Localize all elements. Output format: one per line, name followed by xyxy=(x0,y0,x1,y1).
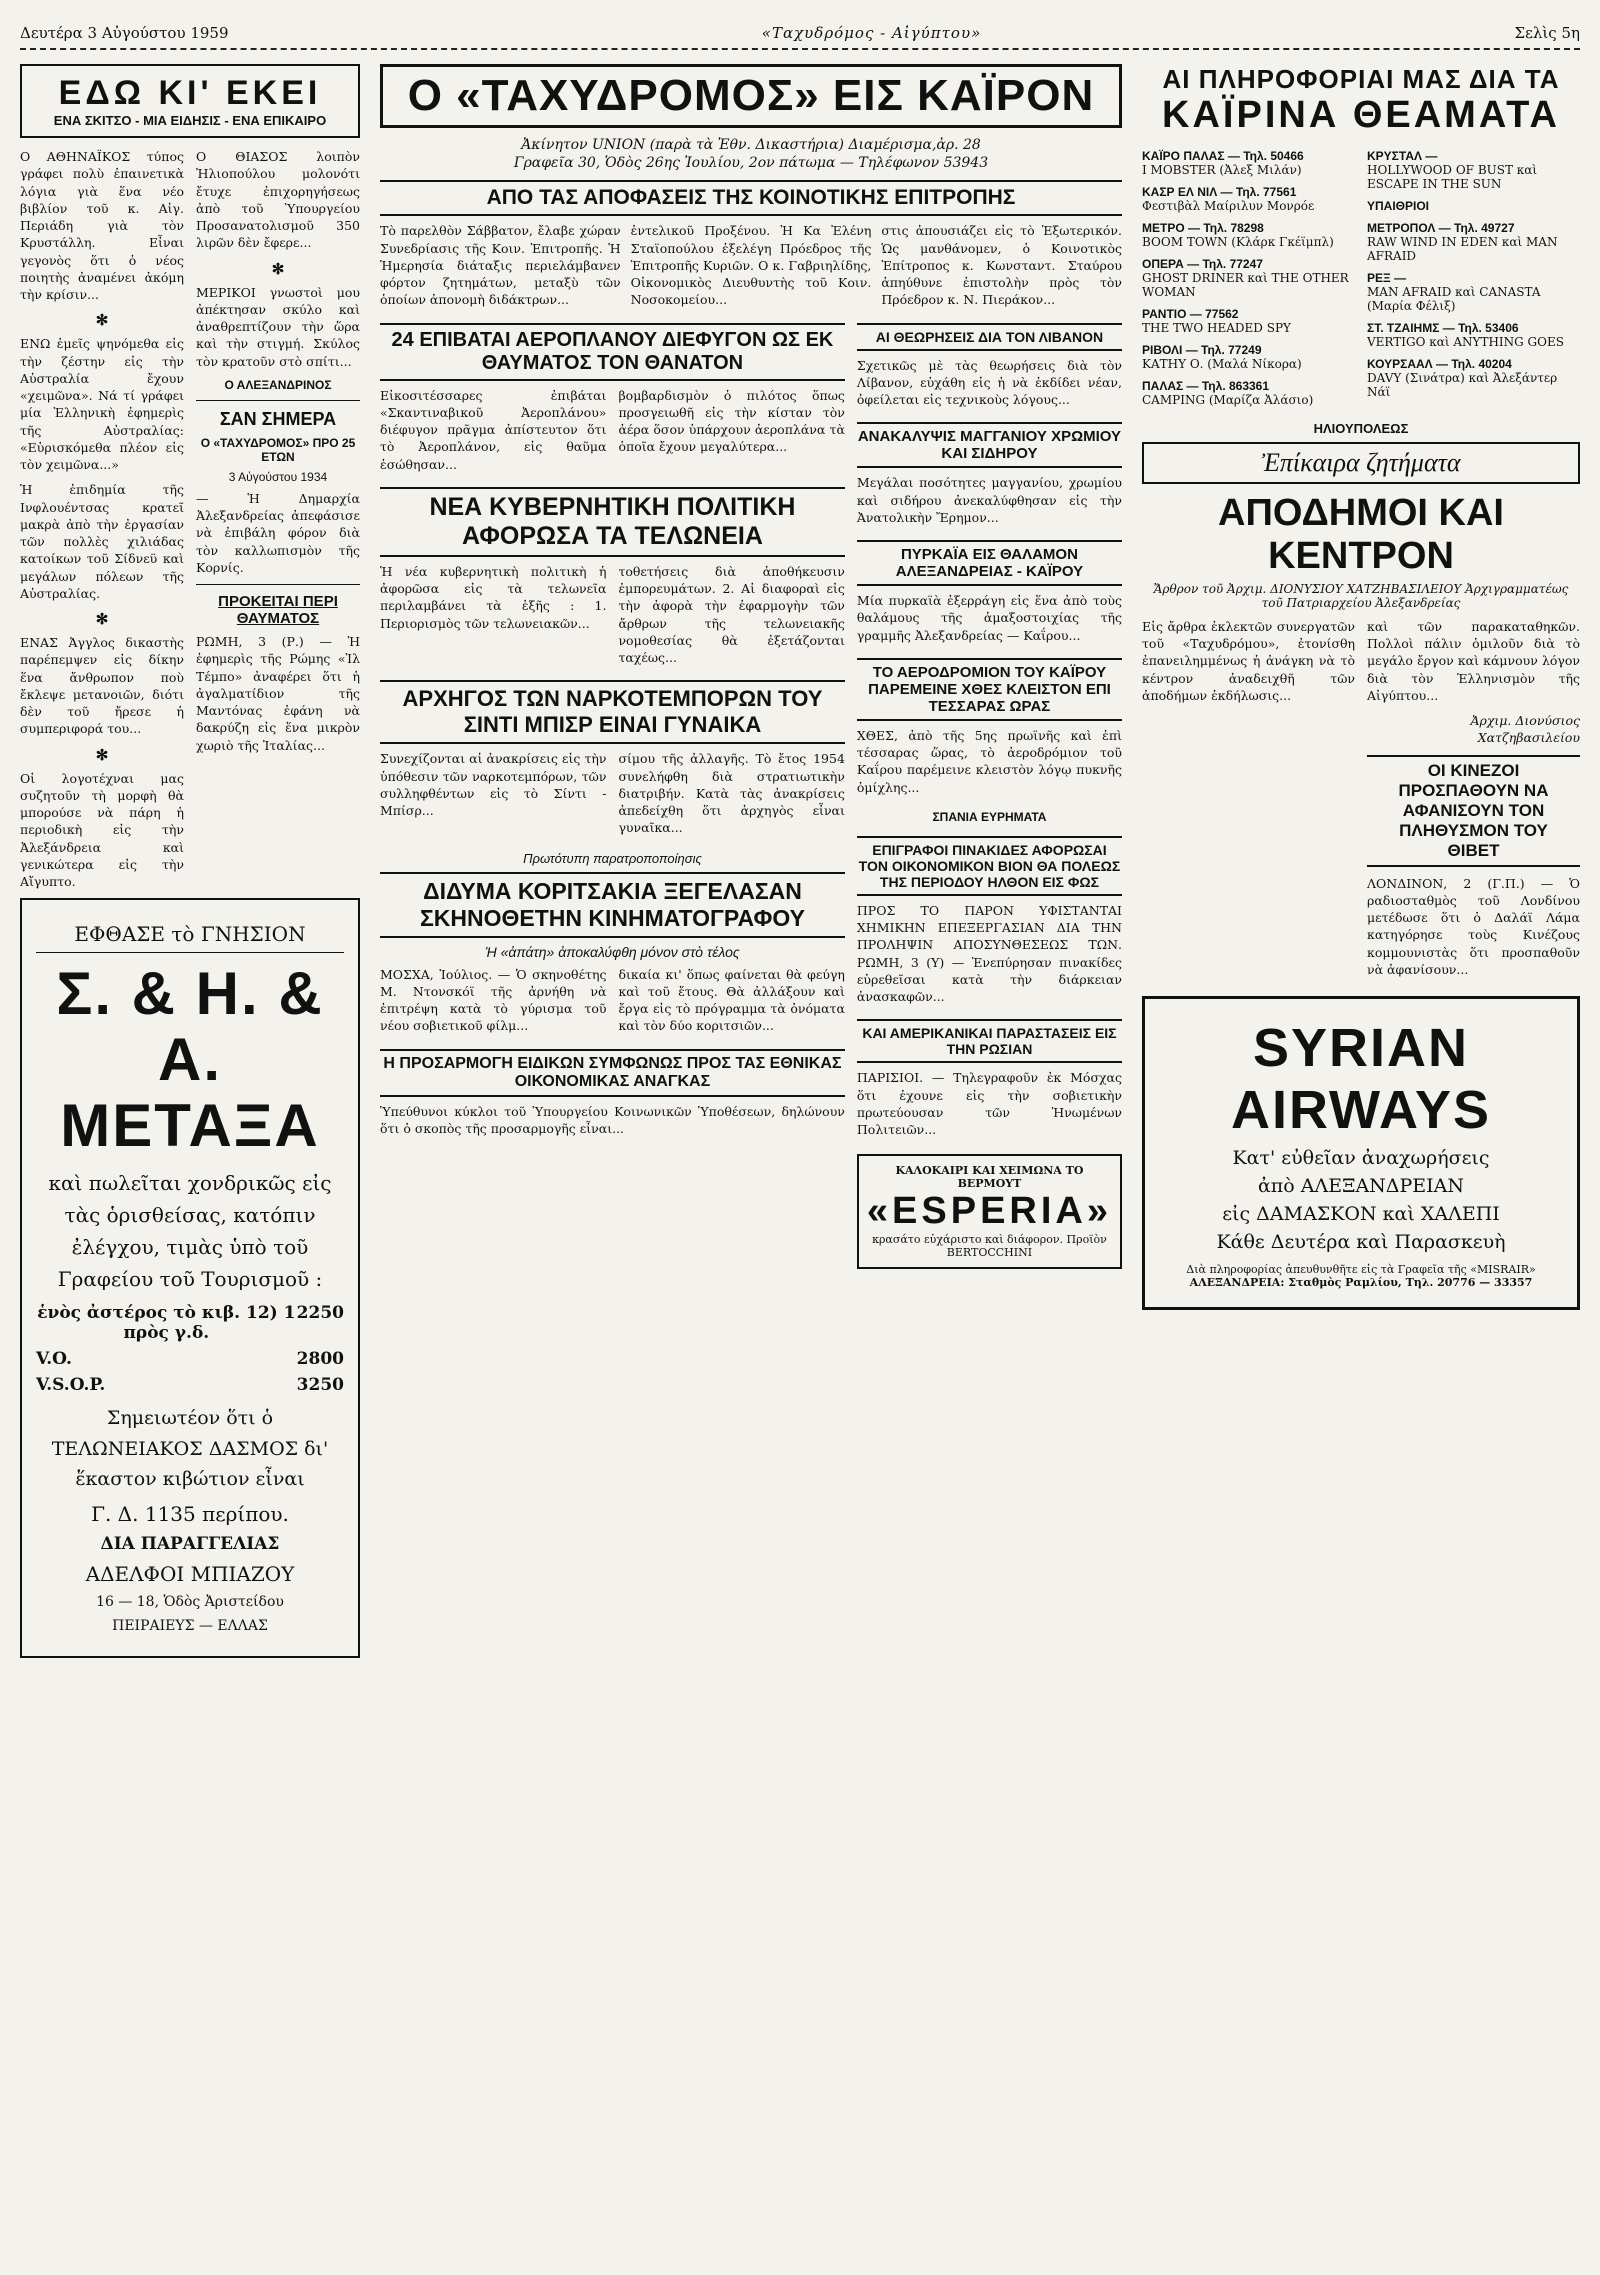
san-simera-text: — Ἡ Δημαρχία Ἀλεξανδρείας ἀπεφάσισε νὰ ἐπιβάλη φόρον διὰ τὸν καλλωπισμὸν τῆς Κορνίς. xyxy=(196,490,360,575)
cinema-entry xyxy=(1367,357,1580,399)
cinema-film: HOLLYWOOD OF BUST καὶ ESCAPE IN THE SUN xyxy=(1367,162,1538,191)
narko-title: ΑΡΧΗΓΟΣ ΤΩΝ ΝΑΡΚΟΤΕΜΠΟΡΩΝ ΤΟΥ ΣΙΝΤΙ ΜΠΙΣΡ ΕΙΝΑΙ ΓΥΝΑΙΚΑ xyxy=(380,680,845,744)
cinema-entry xyxy=(1142,343,1355,371)
kairo-info xyxy=(380,136,1122,172)
esperia-brand: «ESPERIA» xyxy=(866,1190,1112,1233)
apodimoi-title: ΑΠΟΔΗΜΟΙ ΚΑΙ ΚΕΝΤΡΟΝ xyxy=(1218,491,1504,577)
apodimoi-signature: Ἀρχιμ. Διονύσιος Χατζηβασιλείου xyxy=(1470,713,1580,746)
syrian-line-3: εἰς ΔΑΜΑΣΚΟΝ καὶ ΧΑΛΕΠΙ xyxy=(1222,1203,1500,1226)
aerodromio-text: ΧΘΕΣ, ἀπὸ τῆς 5ης πρωϊνῆς καὶ ἐπὶ τέσσαρας ὥρας, τὸ ἀεροδρόμιον τοῦ Καΐρου παρέμεινε κλειστὸν λόγῳ πυκνῆς ὁμίχλης... xyxy=(856,727,1122,795)
cinema-entry xyxy=(1142,307,1355,335)
metaxa-duty: Σημειωτέον ὅτι ὁ ΤΕΛΩΝΕΙΑΚΟΣ ΔΑΣΜΟΣ δι' ἕκαστον κιβώτιον εἶναι xyxy=(51,1407,329,1491)
cinema-entry xyxy=(1142,257,1355,299)
syndolon-text: Ὑπεύθυνοι κύκλοι τοῦ Ὑπουργείου Κοινωνικῶν Ὑποθέσεων, δηλώνουν ὅτι ὁ σκοπὸς τῆς προσαρμογῆς εἶναι... xyxy=(380,1103,845,1136)
apodimoi-col-1: Εἰς ἄρθρα ἐκλεκτῶν συνεργατῶν τοῦ «Ταχυδρόμου», ἐτονίσθη ἐπανειλημμένως ἡ ἀνάγκη νὰ τὸ κέντρον ἀναδειχθῆ τῶν ἀποδήμων ἐκδήλωσις... xyxy=(1142,618,1355,703)
kinezoi-title: ΟΙ ΚΙΝΕΖΟΙ ΠΡΟΣΠΑΘΟΥΝ ΝΑ ΑΦΑΝΙΣΟΥΝ ΤΟΝ ΠΛΗΘΥΣΜΟΝ ΤΟΥ ΘΙΒΕΤ xyxy=(1367,755,1580,867)
edo-ki-ekei-header xyxy=(20,64,360,138)
cinema-film: BOOM TOWN (Κλάρκ Γκέϊμπλ) xyxy=(1142,234,1334,249)
cinema-film: THE TWO HEADED SPY xyxy=(1142,320,1291,335)
cinema-film: DAVY (Σινάτρα) καὶ Ἀλεξάντερ Νάϊ xyxy=(1367,370,1558,399)
masthead-page: Σελὶς 5η xyxy=(1514,24,1580,42)
metaxa-address: 16 — 18, Ὁδὸς Ἀριστείδου xyxy=(96,1594,284,1611)
epikaira-header: Ἐπίκαιρα ζητήματα xyxy=(1142,442,1580,484)
kairo-offices: Γραφεῖα 30, Ὁδὸς 26ης Ἰουλίου, 2ον πάτωμα — Τηλέφωνον 53943 xyxy=(513,155,989,172)
cinema-entry xyxy=(1142,221,1355,249)
ornament-2: ✻ xyxy=(95,611,109,628)
syrian-contact: ΑΛΕΞΑΝΔΡΕΙΑ: Σταθμὸς Ραμλίου, Τηλ. 20776 — 33357 xyxy=(1189,1276,1533,1290)
cinema-entry xyxy=(1367,221,1580,263)
koinotiki-title: ΑΠΟ ΤΑΣ ΑΠΟΦΑΣΕΙΣ ΤΗΣ ΚΟΙΝΟΤΙΚΗΣ ΕΠΙΤΡΟΠΗΣ xyxy=(380,180,1122,216)
cinema-name: ΟΠΕΡΑ — Τηλ. 77247 xyxy=(1142,256,1263,271)
epivatai-col-2: βομβαρδισμὸν ὁ πιλότος ὅπως προσγειωθῆ εἰς τὴν κίσταν τὸν ἀέρα ὅσον ὑπάρχουν ἀεροπλάνα τὰ ὁποῖα ἔχουν μεγαλύτερα... xyxy=(618,387,845,455)
ornament-1: ✻ xyxy=(95,312,109,330)
right-column xyxy=(1142,64,1580,2214)
cinema-name: ΚΑΣΡ ΕΛ ΝΙΛ — Τηλ. 77561 xyxy=(1142,184,1297,199)
aerodromio-title: ΤΟ ΑΕΡΟΔΡΟΜΙΟΝ ΤΟΥ ΚΑΪΡΟΥ ΠΑΡΕΜΕΙΝΕ ΧΘΕΣ ΚΛΕΙΣΤΟΝ ΕΠΙ ΤΕΣΣΑΡΑΣ ΩΡΑΣ xyxy=(857,658,1122,721)
center-column xyxy=(380,64,1122,2214)
cinema-entry xyxy=(1367,149,1580,191)
masthead xyxy=(20,20,1580,50)
cinema-name: ΜΕΤΡΟ — Τηλ. 78298 xyxy=(1142,220,1264,235)
didyma-col-1: ΜΟΣΧΑ, Ἰούλιος. — Ὁ σκηνοθέτης Μ. Ντονσκόϊ τῆς ἀρνήθη νὰ ἐπιτρέψη κατὰ τὸ γύρισμα τοῦ νέου σοβιετικοῦ φίλμ... xyxy=(380,966,607,1034)
syrian-airways-advertisement xyxy=(1142,996,1580,1310)
politiki-title: ΝΕΑ ΚΥΒΕΡΝΗΤΙΚΗ ΠΟΛΙΤΙΚΗ ΑΦΟΡΩΣΑ ΤΑ ΤΕΛΩΝΕΙΑ xyxy=(380,487,845,557)
metaxa-duty-amount: Γ. Δ. 1135 περίπου. xyxy=(91,1502,289,1527)
epivatai-title: 24 ΕΠΙΒΑΤΑΙ ΑΕΡΟΠΛΑΝΟΥ ΔΙΕΦΥΓΟΝ ΩΣ ΕΚ ΘΑΥΜΑΤΟΣ ΤΟΝ ΘΑΝΑΤΟΝ xyxy=(380,323,845,381)
cinema-name: ΡΙΒΟΛΙ — Τηλ. 77249 xyxy=(1142,342,1262,357)
rosia-title: ΚΑΙ ΑΜΕΡΙΚΑΝΙΚΑΙ ΠΑΡΑΣΤΑΣΕΙΣ ΕΙΣ ΤΗΝ ΡΩΣΙΑΝ xyxy=(857,1019,1122,1063)
pyrkagia-text: Μία πυρκαϊὰ ἐξερράγη εἰς ἕνα ἀπὸ τοὺς θαλάμους τῆς ἁμαξοστοιχίας τῆς γραμμῆς Ἀλεξανδρείας — Καΐρου... xyxy=(856,593,1122,643)
cinema-entry xyxy=(1142,379,1355,407)
cinema-name: ΜΕΤΡΟΠΟΛ — Τηλ. 49727 xyxy=(1367,220,1515,235)
left-paragraph-6: Ο ΘΙΑΣΟΣ λοιπὸν Ἠλιοπούλου μολονότι ἔτυχε ἐπιχορηγήσεως ἀπὸ τοῦ Ὑπουργείου Προσανατολισμοῦ 350 λιρῶν δὲν ἔφερε... xyxy=(196,149,360,251)
didyma-subtitle: Ἡ «ἀπάτη» ἀποκαλύφθη μόνον στὸ τέλος xyxy=(485,943,740,960)
cinema-list-left xyxy=(1142,145,1355,415)
metaxa-company: ΑΔΕΛΦΟΙ ΜΠΙΑΖΟΥ xyxy=(85,1562,295,1587)
cinema-name: ΣΤ. ΤΖΑΙΗΜΣ — Τηλ. 53406 xyxy=(1367,320,1519,335)
livanon-text: Σχετικῶς μὲ τὰς θεωρήσεις διὰ τὸν Λίβανον, εὐχάθη εἰς ἡ νὰ ἐκδίδει νέαν, ὀφείλεται εἰς τεχνικοὺς λόγους... xyxy=(856,357,1122,408)
cinema-name: ΚΑΪΡΟ ΠΑΛΑΣ — Τηλ. 50466 xyxy=(1142,148,1304,163)
esperia-advertisement xyxy=(857,1154,1122,1269)
didyma-col-2: δικαία κι' ὅπως φαίνεται θὰ φεύγη καὶ τοῦ ἔτους. Θὰ ἀλλάξουν καὶ ἔργα εἰς τὸ πρόγραμμα τὰ ὀνόματα καὶ τὸν δύο κοριτσιῶν... xyxy=(618,966,845,1034)
apodimoi-author: Ἄρθρον τοῦ Ἀρχιμ. ΔΙΟΝΥΣΙΟΥ ΧΑΤΖΗΒΑΣΙΛΕΙΟΥ Ἀρχιγραμματέως τοῦ Πατριαρχείου Ἀλεξανδρείας xyxy=(1153,581,1569,610)
cinema-name: ΠΑΛΑΣ — Τηλ. 863361 xyxy=(1142,378,1270,393)
cinema-name: ΚΡΥΣΤΑΛ — xyxy=(1367,148,1438,163)
left-paragraph-7: ΜΕΡΙΚΟΙ γνωστοὶ μου ἀπέκτησαν σκύλο καὶ ἀναθρεπτίζουν τὴν ὥρα καὶ τὴν στιγμή. Σκύλος τὸν κρατοῦν στὸ σπίτι... xyxy=(196,284,360,369)
price-row: ἑνὸς ἀστέρος τὸ κιβ. 12) 1 πρὸς γ.δ. 2250 xyxy=(37,1303,344,1344)
cinema-film: RAW WIND IN EDEN καὶ MAN AFRAID xyxy=(1367,234,1558,263)
iliopoleos-label: ΗΛΙΟΥΠΟΛΕΩΣ xyxy=(1313,420,1409,436)
cinema-entry xyxy=(1367,321,1580,349)
left-paragraph-5: Οἱ λογοτέχναι μας συζητοῦν τὴ μορφὴ θὰ μπορούσε νὰ πάρη ἡ περιοδικὴ εἰς τὴν Ἀλεξάνδρεια καὶ γενικώτερα εἰς τὴν Αἴγυπτο. xyxy=(20,770,184,889)
anakalypsis-title: ΑΝΑΚΑΛΥΨΙΣ ΜΑΓΓΑΝΙΟΥ ΧΡΩΜΙΟΥ ΚΑΙ ΣΙΔΗΡΟΥ xyxy=(857,422,1122,468)
edo-ki-ekei-subtitle: ΕΝΑ ΣΚΙΤΣΟ - ΜΙΑ ΕΙΔΗΣΙΣ - ΕΝΑ ΕΠΙΚΑΙΡΟ xyxy=(53,113,327,128)
cinema-film: Φεστιβὰλ Μαίριλυν Μονρόε xyxy=(1142,198,1315,213)
masthead-paper: «Ταχυδρόμος - Αἰγύπτου» xyxy=(761,24,982,42)
cinema-name: ΥΠΑΙΘΡΙΟΙ xyxy=(1367,198,1430,213)
left-paragraph-1: Ο ΑΘΗΝΑΪΚΟΣ τύπος γράφει πολὺ ἐπαινετικὰ λόγια γιὰ ἕνα νέο βιβλίον τοῦ κ. Αἰγ. Περιάδη γιὰ τὸν Κρυστάλλη. Εἶναι γεγονὸς ὅτι ὁ νέος ποιητὴς ἀναμένει ἀκόμη τὴν κρίσιν... xyxy=(20,149,184,302)
anakalypsis-text: Μεγάλαι ποσότητες μαγγανίου, χρωμίου καὶ σιδήρου ἀνεκαλύφθησαν εἰς τὴν Ἀνατολικὴν Ἔρημον... xyxy=(856,475,1122,525)
theamata-header-line-1: ΑΙ ΠΛΗΡΟΦΟΡΙΑΙ ΜΑΣ ΔΙΑ ΤΑ xyxy=(1162,64,1560,94)
edo-ki-ekei-title: ΕΔΩ ΚΙ' ΕΚΕΙ xyxy=(58,74,322,112)
syrian-info: Διὰ πληροφορίας ἀπευθυνθῆτε εἰς τὰ Γραφεῖα τῆς «MISRAIR» xyxy=(1186,1263,1536,1277)
cinema-name: ΡΑΝΤΙΟ — 77562 xyxy=(1142,306,1239,321)
kairo-address: Ἀκίνητον UNION (παρὰ τὰ Ἐθν. Δικαστήρια) Διαμέρισμα,ἀρ. 28 xyxy=(521,137,981,153)
syrian-line-2: ἀπὸ ΑΛΕΞΑΝΔΡΕΙΑΝ xyxy=(1257,1175,1465,1198)
esperia-bottom: κρασάτο εὐχάριστο καὶ διάφορον. Προϊὸν BERTOCCHINI xyxy=(872,1233,1107,1260)
narko-col-1: Συνεχίζονται αἱ ἀνακρίσεις εἰς τὴν ὑπόθεσιν τῶν ναρκοτεμπόρων, τῶν συλληφθέντων εἰς τὸ Σίντι - Μπίσρ... xyxy=(380,751,607,819)
signature: Ο ΑΛΕΞΑΝΔΡΙΝΟΣ xyxy=(224,377,332,392)
newspaper-page xyxy=(20,20,1580,2235)
syrian-line-1: Κατ' εὐθεῖαν ἀναχωρήσεις xyxy=(1232,1147,1490,1170)
cinema-film: CAMPING (Μαρίζα Ἀλάσιο) xyxy=(1142,392,1314,407)
left-paragraph-2: ΕΝΩ ἐμεῖς ψηνόμεθα εἰς τὴν ζέστην εἰς τὴν Αὐστραλία ἔχουν «χειμῶνα». Νά τί γράφει μία Ἑλληνικὴ ἐφημερὶς τῆς Αὐστραλίας: «Εὑρισκόμεθα πλέον εἰς τὸν χειμῶνα...» xyxy=(20,336,184,472)
metaxa-prices xyxy=(36,1303,344,1395)
cinema-film: MAN AFRAID καὶ CANASTA (Μαρία Φέλιξ) xyxy=(1367,284,1541,313)
pinakes-title: ΕΠΙΓΡΑΦΟΙ ΠΙΝΑΚΙΔΕΣ ΑΦΟΡΩΣΑΙ ΤΟΝ ΟΙΚΟΝΟΜΙΚΟΝ ΒΙΟΝ ΘΑ ΠΟΛΕΩΣ ΤΗΣ ΠΕΡΙΟΔΟΥ ΗΛΘΟΝ ΕΙΣ ΦΩΣ xyxy=(857,836,1122,896)
metaxa-brand: Σ. & Η. & Α. ΜΕΤΑΞΑ xyxy=(56,960,324,1160)
theamata-header-line-2: ΚΑΪΡΙΝΑ ΘΕΑΜΑΤΑ xyxy=(1162,94,1560,136)
thauma-title: ΠΡΟΚΕΙΤΑΙ ΠΕΡΙ ΘΑΥΜΑΤΟΣ xyxy=(218,593,338,627)
rosia-text: ΠΑΡΙΣΙΟΙ. — Τηλεγραφοῦν ἐκ Μόσχας ὅτι ἐχουνε εἰς τὴν σοβιετικὴν πρωτεύουσαν τῶν Ἡνωμένων Πολιτειῶν... xyxy=(856,1070,1122,1138)
ornament-4: ✻ xyxy=(271,260,285,278)
left-paragraph-4: ΕΝΑΣ Ἀγγλος δικαστὴς παρέπεμψεν εἰς δίκην ἕνα ἄνθρωπον ποὺ ἔκλεψε μετανοιῶν, διότι δὲν τοῦ ἤρεσε ἡ συμπεριφορά του... xyxy=(20,635,184,737)
cinema-film: I MOBSTER (Ἀλεξ Μιλάν) xyxy=(1142,162,1302,177)
cinema-film: ΚΑΤΗΥ Ο. (Μαλά Νίκορα) xyxy=(1142,356,1302,371)
politiki-col-2: τοθετήσεις διὰ ἀποθήκευσιν ἐμπορευμάτων. 2. Αἱ διαφοραὶ εἰς τὴν ἀφορὰ τὴν ἐφαρμογὴν τῶν ἄρθρων τῆς τελωνειακῆς νομοθεσίας θὰ ἐξετάζονται ταχέως... xyxy=(618,563,845,666)
kinezoi-text: ΛΟΝΔΙΝΟΝ, 2 (Γ.Π.) — Ὁ ραδιοσταθμὸς τοῦ Λονδίνου μετέδωσε ὅτι ὁ Δαλάϊ Λάμα κατηγόρησε τοὺς Κινέζους κομμουνιστὰς ὅτι προσπαθοῦν νὰ ἀφανίσουν... xyxy=(1367,875,1580,977)
cinema-list-right xyxy=(1367,145,1580,415)
thauma-text: ΡΩΜΗ, 3 (Ρ.) — Ἡ ἐφημερὶς τῆς Ρώμης «Ἰλ Τέμπο» ἀναφέρει ὅτι ἡ ἀγαλματίδιον τῆς Μαντόνας ἐφάνη νὰ δακρύζη εἰς ἕνα μικρὸν χωριὸ τῆς Ἰταλίας... xyxy=(196,634,360,753)
pinakes-kicker: ΣΠΑΝΙΑ ΕΥΡΗΜΑΤΑ xyxy=(932,809,1047,824)
cinema-listings xyxy=(1142,145,1580,415)
san-simera-title: ΣΑΝ ΣΗΜΕΡΑ xyxy=(219,408,337,429)
didyma-kicker: Πρωτότυπη παρατροποποίησις xyxy=(523,850,702,866)
cinema-film: VERTIGO καὶ ANYTHING GOES xyxy=(1367,334,1564,349)
syrian-airways-title: SYRIAN AIRWAYS xyxy=(1230,1018,1492,1141)
cinema-name: ΚΟΥΡΣΑΑΛ — Τηλ. 40204 xyxy=(1367,356,1512,371)
masthead-date: Δευτέρα 3 Αὐγούστου 1959 xyxy=(20,24,229,42)
san-simera-subtitle: Ο «ΤΑΧΥΔΡΟΜΟΣ» ΠΡΟ 25 ΕΤΩΝ xyxy=(200,435,356,464)
syrian-line-4: Κάθε Δευτέρα καὶ Παρασκευὴ xyxy=(1216,1231,1506,1254)
narko-col-2: σίμου τῆς ἀλλαγῆς. Τὸ ἔτος 1954 συνελήφθη διὰ στρατιωτικὴν διατριβήν. Κατὰ τὰς ἀνακρίσεις ἀπεδείχθη ὅτι ἀρχηγὸς εἶναι γυναῖκα... xyxy=(618,751,845,836)
politiki-col-1: Ἡ νέα κυβερνητικὴ πολιτικὴ ἡ ἀφορῶσα εἰς τὰ τελωνεῖα περιλαμβάνει τὰ ἑξῆς : 1. Περιορισμὸς τῶν τελωνειακῶν... xyxy=(380,563,607,631)
price-row: V.O. 2800 xyxy=(36,1349,344,1370)
koinotiki-col-1: Τὸ παρελθὸν Σάββατον, ἔλαβε χώραν Συνεδρίασις τῆς Κοιν. Ἐπιτροπῆς. Ἡ Ἡμερησία διάταξις περιελάμβανεν φόρτον ζητημάτων, μεταξὺ τῶν ὁποίων ἀπονομὴ διδάκτρων... xyxy=(380,223,621,308)
cinema-entry xyxy=(1142,149,1355,177)
price-row: V.S.O.P. 3250 xyxy=(36,1375,344,1396)
metaxa-intro: καὶ πωλεῖται χονδρικῶς εἰς τὰς ὁρισθείσας, κατόπιν ἐλέγχου, τιμὰς ὑπὸ τοῦ Γραφείου τοῦ Τουρισμοῦ : xyxy=(48,1171,332,1292)
metaxa-city: ΠΕΙΡΑΙΕΥΣ — ΕΛΛΑΣ xyxy=(112,1618,268,1635)
pyrkagia-title: ΠΥΡΚΑΪΑ ΕΙΣ ΘΑΛΑΜΟΝ ΑΛΕΞΑΝΔΡΕΙΑΣ - ΚΑΪΡΟΥ xyxy=(857,540,1122,586)
esperia-top: ΚΑΛΟΚΑΙΡΙ ΚΑΙ ΧΕΙΜΩΝΑ ΤΟ ΒΕΡΜΟΥΤ xyxy=(895,1164,1084,1191)
cinema-film: GHOST DRINER καὶ THE OTHER WOMAN xyxy=(1142,270,1349,299)
cinema-name: ΡΕΞ — xyxy=(1367,270,1407,285)
pinakes-text: ΠΡΟΣ ΤΟ ΠΑΡΟΝ ΥΦΙΣΤΑΝΤΑΙ ΧΗΜΙΚΗΝ ΕΠΕΞΕΡΓΑΣΙΑΝ ΔΙΑ ΤΗΝ ΠΡΟΛΗΨΙΝ ΑΠΟΣΥΝΘΕΣΕΩΣ ΤΩΝ. ΡΩΜΗ, 3 (Υ) — Ἐνεπύρησαν πινακίδες εὑρεθεῖσαι κατὰ τὴν διάρκειαν ἀνασκαφῶν... xyxy=(856,902,1122,1005)
koinotiki-col-2: ἐντελικοῦ Προξένου. Ἡ Κα Ἐλένη Σταϊοπούλου ἐξελέγη Πρόεδρος τῆς Ἐπιτροπῆς Κυριῶν. Ο κ. Γαβριηλίδης, Οἰκονομικὸς Διευθυντὴς τοῦ Κοιν. Νοσοκομείου... xyxy=(630,223,872,308)
ornament-3: ✻ xyxy=(95,746,109,764)
livanon-title: ΑΙ ΘΕΩΡΗΣΕΙΣ ΔΙΑ ΤΟΝ ΛΙΒΑΝΟΝ xyxy=(857,323,1122,351)
cinema-entry xyxy=(1367,199,1580,213)
kairo-title: Ο «ΤΑΧΥΔΡΟΜΟΣ» ΕΙΣ ΚΑΪΡΟΝ xyxy=(380,64,1122,128)
metaxa-advertisement xyxy=(20,898,360,1658)
apodimoi-col-2: καὶ τῶν παρακαταθηκῶν. Πολλοὶ πάλιν ὁμιλοῦν διὰ τὸ μεγάλο ἔργον καὶ κάμνουν λόγον διὰ τὸν Ἑλληνισμὸν τῆς Αἰγύπτου... xyxy=(1367,618,1580,703)
cinema-entry xyxy=(1142,185,1355,213)
koinotiki-col-3: στις ἀπουσιάζει εἰς τὸ Ἐξωτερικόν. Ὡς μανθάνομεν, ὁ Κοινοτικὸς Ἐπίτροπος κ. Κωνσταντ. Σταύρου ἀπηύθυνε ἐπιστολὴν πρὸς τὸν Πρόεδρον κ. Ν. Πιεράκον... xyxy=(881,223,1122,308)
metaxa-orders: ΔΙΑ ΠΑΡΑΓΓΕΛΙΑΣ xyxy=(100,1534,280,1555)
san-simera-date: 3 Αὐγούστου 1934 xyxy=(228,469,328,484)
metaxa-arrived: ΕΦΘΑΣΕ τὸ ΓΝΗΣΙΟΝ xyxy=(36,922,344,953)
left-column xyxy=(20,64,360,2214)
cinema-entry xyxy=(1367,271,1580,313)
left-paragraph-3: Ἡ ἐπιδημία τῆς Ινφλουέντσας κρατεῖ μακρὰ ἀπὸ τὴν ἐργασίαν τῶν πολλὲς χιλιάδας κατοίκων τοῦ Σίδνεϋ καὶ μεγάλων πόλεων τῆς Αὐστραλίας. xyxy=(20,482,184,601)
didyma-title: ΔΙΔΥΜΑ ΚΟΡΙΤΣΑΚΙΑ ΞΕΓΕΛΑΣΑΝ ΣΚΗΝΟΘΕΤΗΝ ΚΙΝΗΜΑΤΟΓΡΑΦΟΥ xyxy=(380,872,845,938)
epivatai-col-1: Εἰκοσιτέσσαρες ἐπιβάται «Σκαντιναβικοῦ Ἀεροπλάνου» διέφυγον πρᾶγμα ἀπίστευτον ὅτι τὸ Ἀεροπλάνον, εἰς θαῦμα ἐσώθησαν... xyxy=(380,387,607,472)
syndolon-title: Η ΠΡΟΣΑΡΜΟΓΗ ΕΙΔΙΚΩΝ ΣΥΜΦΩΝΩΣ ΠΡΟΣ ΤΑΣ ΕΘΝΙΚΑΣ ΟΙΚΟΝΟΜΙΚΑΣ ΑΝΑΓΚΑΣ xyxy=(380,1049,845,1097)
